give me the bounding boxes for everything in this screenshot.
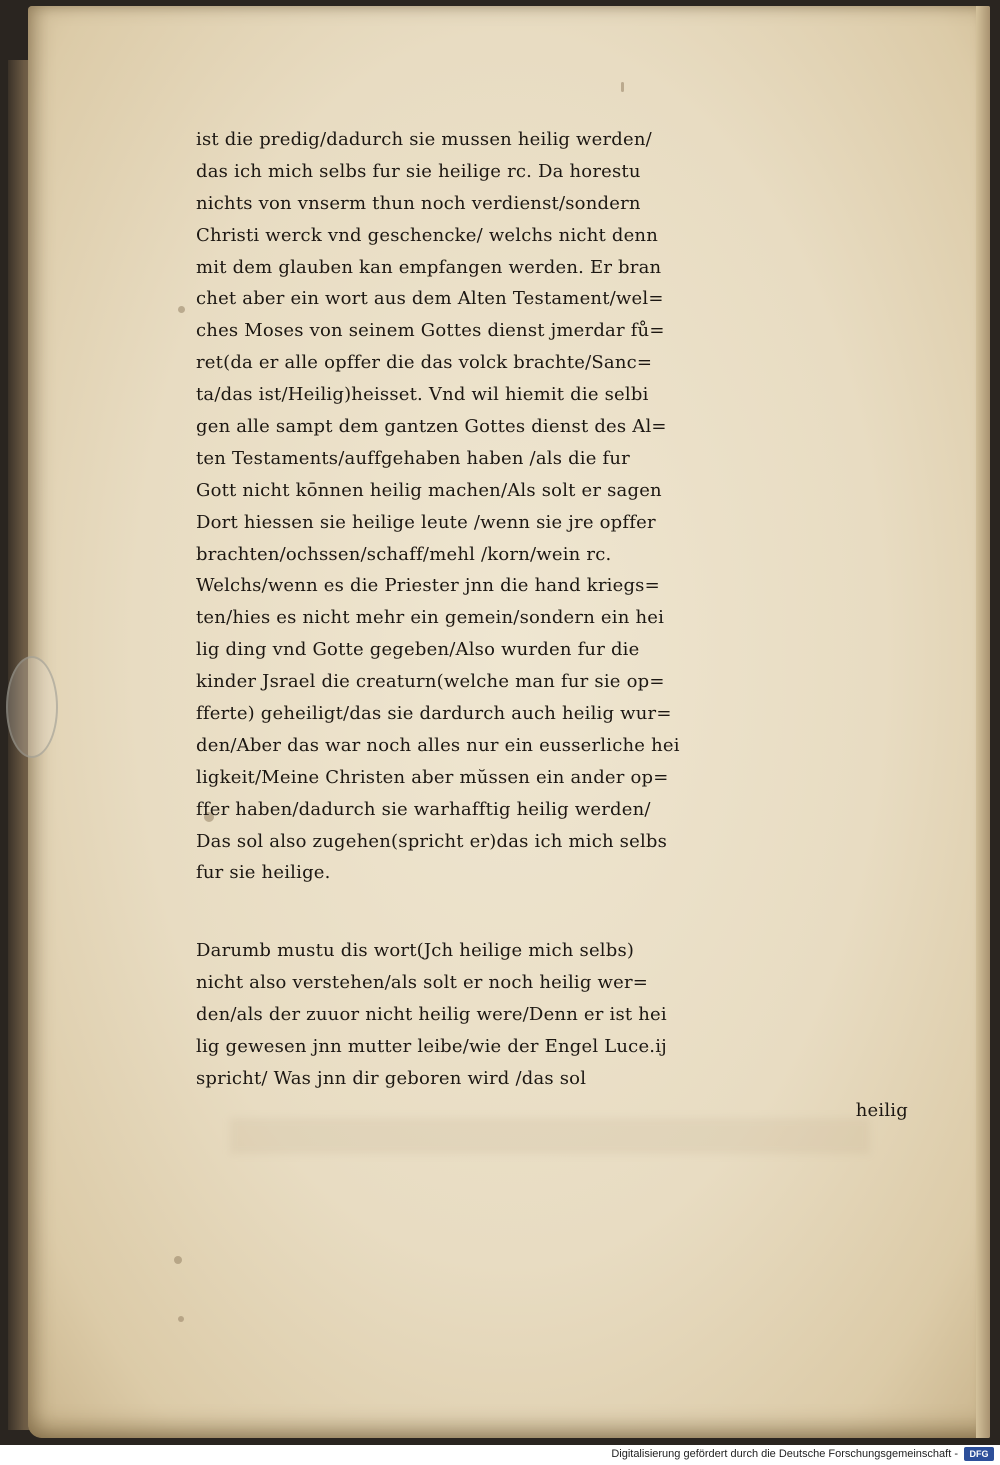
text-line: ffer haben/dadurch sie warhafftig heilig werden/ (196, 798, 651, 820)
text-line: ches Moses von seinem Gottes dienst jmerdar fů= (196, 320, 665, 342)
page-right-edge (976, 6, 990, 1438)
paragraph-gap (196, 889, 916, 935)
text-line: ta/das ist/Heilig)heisset. Vnd wil hiemit die selbi (196, 384, 649, 406)
text-line: den/als der zuuor nicht heilig were/Denn er ist hei (196, 1004, 667, 1026)
text-line: Dort hiessen sie heilige leute /wenn sie jre opffer (196, 511, 656, 533)
paper-spot (178, 306, 185, 313)
text-line: lig gewesen jnn mutter leibe/wie der Engel Luce.ij (196, 1036, 667, 1058)
text-line: ligkeit/Meine Christen aber mŭssen ein ander op= (196, 766, 669, 788)
paper-spot (174, 1256, 182, 1264)
text-line: Gott nicht kōnnen heilig machen/Als solt er sagen (196, 479, 662, 501)
catchword: heilig (855, 1099, 908, 1121)
text-line: mit dem glauben kan empfangen werden. Er bran (196, 256, 662, 278)
text-line: Welchs/wenn es die Priester jnn die hand kriegs= (196, 575, 660, 597)
text-line: ist die predig/dadurch sie mussen heilig werden/ (196, 129, 652, 150)
footer-credit: Digitalisierung gefördert durch die Deutsche Forschungsgemeinschaft - (611, 1448, 958, 1460)
text-line: Darumb mustu dis wort(Jch heilige mich selbs) (196, 940, 635, 962)
text-line: nichts von vnserm thun noch verdienst/sondern (196, 192, 641, 214)
text-line: nicht also verstehen/als solt er noch heilig wer= (196, 972, 649, 994)
text-line: spricht/ Was jnn dir geboren wird /das sol (196, 1067, 587, 1089)
fraktur-text-body (196, 124, 916, 1127)
paragraph-2 (196, 935, 916, 1094)
page-clip (6, 656, 58, 758)
digitization-footer (0, 1445, 1000, 1465)
text-line: Das sol also zugehen(spricht er)das ich mich selbs (196, 830, 668, 852)
text-line: chet aber ein wort aus dem Alten Testament/wel= (196, 288, 664, 310)
text-line: das ich mich selbs fur sie heilige rc. Da horestu (196, 160, 641, 182)
text-line: fferte) geheiligt/das sie dardurch auch heilig wur= (196, 703, 672, 725)
text-line: ret(da er alle opffer die das volck brachte/Sanc= (196, 352, 653, 374)
text-line: kinder Jsrael die creaturn(welche man fur sie op= (196, 671, 665, 693)
paper-spot (621, 82, 624, 92)
text-line: brachten/ochssen/schaff/mehl /korn/wein rc. (196, 543, 612, 565)
dfg-logo: DFG (964, 1447, 994, 1461)
paper-spot (178, 1316, 184, 1322)
text-line: lig ding vnd Gotte gegeben/Also wurden fur die (196, 639, 640, 661)
text-line: gen alle sampt dem gantzen Gottes dienst des Al= (196, 416, 667, 438)
text-line: den/Aber das war noch alles nur ein eusserliche hei (196, 734, 680, 756)
text-line: ten/hies es nicht mehr ein gemein/sondern ein hei (196, 607, 665, 629)
paragraph-1 (196, 124, 916, 889)
text-line: fur sie heilige. (196, 862, 331, 884)
text-line: Christi werck vnd geschencke/ welchs nicht denn (196, 224, 659, 246)
text-line: ten Testaments/auffgehaben haben /als die fur (196, 447, 630, 469)
